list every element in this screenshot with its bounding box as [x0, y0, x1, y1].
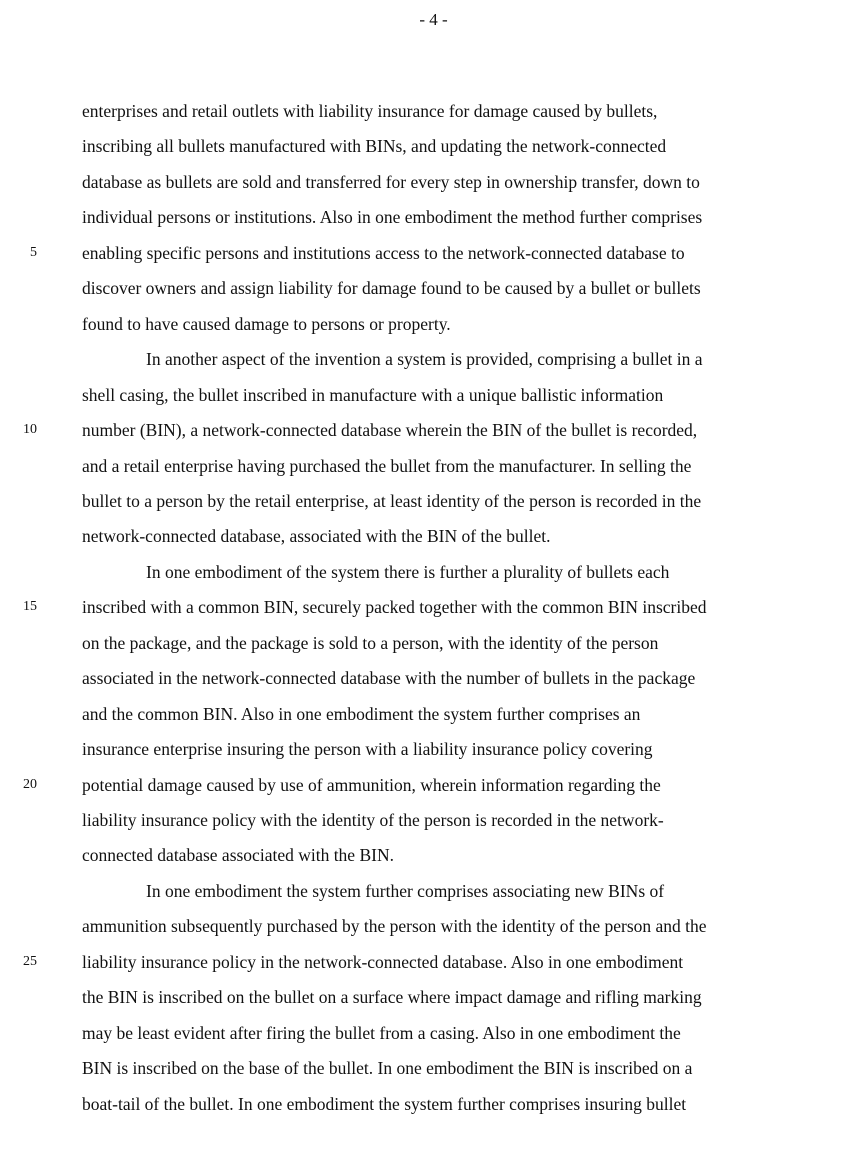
line-number: 20	[23, 776, 37, 792]
text-line: inscribed with a common BIN, securely packed together with the common BIN inscribed	[82, 597, 707, 618]
text-line: liability insurance policy with the identity of the person is recorded in the network-	[82, 810, 664, 830]
text-line: BIN is inscribed on the base of the bullet. In one embodiment the BIN is inscribed on a	[82, 1058, 693, 1079]
text-line: network-connected database, associated with the BIN of the bullet.	[82, 526, 551, 547]
line-number: 5	[30, 244, 37, 260]
text-line: the BIN is inscribed on the bullet on a surface where impact damage and rifling marking	[82, 987, 702, 1008]
text-line: boat-tail of the bullet. In one embodiment the system further comprises insuring bullet	[82, 1093, 687, 1114]
text-line: and a retail enterprise having purchased the bullet from the manufacturer. In selling the	[82, 455, 692, 476]
text-line: inscribing all bullets manufactured with BINs, and updating the network-connected	[82, 136, 667, 157]
text-line: associated in the network-connected database with the number of bullets in the package	[82, 668, 696, 689]
text-line: database as bullets are sold and transferred for every step in ownership transfer, down to	[82, 171, 700, 192]
line-number: 10	[23, 422, 37, 438]
text-line: found to have caused damage to persons or property.	[82, 313, 451, 334]
page-number: - 4 -	[419, 10, 448, 29]
text-line: In one embodiment of the system there is further a plurality of bullets each	[146, 561, 670, 582]
text-line: number (BIN), a network-connected database wherein the BIN of the bullet is recorded,	[82, 420, 698, 441]
text-line: individual persons or institutions. Also in one embodiment the method further comprises	[82, 207, 703, 228]
line-number: 25	[23, 953, 37, 969]
text-line: In one embodiment the system further comprises associating new BINs of	[146, 880, 665, 901]
text-line: potential damage caused by use of ammunition, wherein information regarding the	[82, 774, 661, 795]
text-line: insurance enterprise insuring the person with a liability insurance policy covering	[82, 739, 653, 760]
text-line: on the package, and the package is sold to a person, with the identity of the person	[82, 632, 659, 653]
text-line: In another aspect of the invention a system is provided, comprising a bullet in a	[146, 349, 703, 370]
text-line: and the common BIN. Also in one embodiment the system further comprises an	[82, 703, 641, 724]
text-line: liability insurance policy in the network-connected database. Also in one embodiment	[82, 951, 684, 972]
text-line: shell casing, the bullet inscribed in manufacture with a unique ballistic information	[82, 384, 664, 405]
text-line: connected database associated with the BIN.	[82, 845, 394, 866]
text-line: ammunition subsequently purchased by the person with the identity of the person and the	[82, 916, 707, 937]
text-line: enabling specific persons and institutions access to the network-connected database to	[82, 242, 685, 263]
text-line: discover owners and assign liability for damage found to be caused by a bullet or bullets	[82, 278, 701, 299]
line-number: 15	[23, 599, 37, 615]
text-line: bullet to a person by the retail enterprise, at least identity of the person is recorded in the	[82, 490, 702, 511]
text-line: may be least evident after firing the bullet from a casing. Also in one embodiment the	[82, 1022, 681, 1043]
text-line: enterprises and retail outlets with liability insurance for damage caused by bullets,	[82, 101, 658, 121]
